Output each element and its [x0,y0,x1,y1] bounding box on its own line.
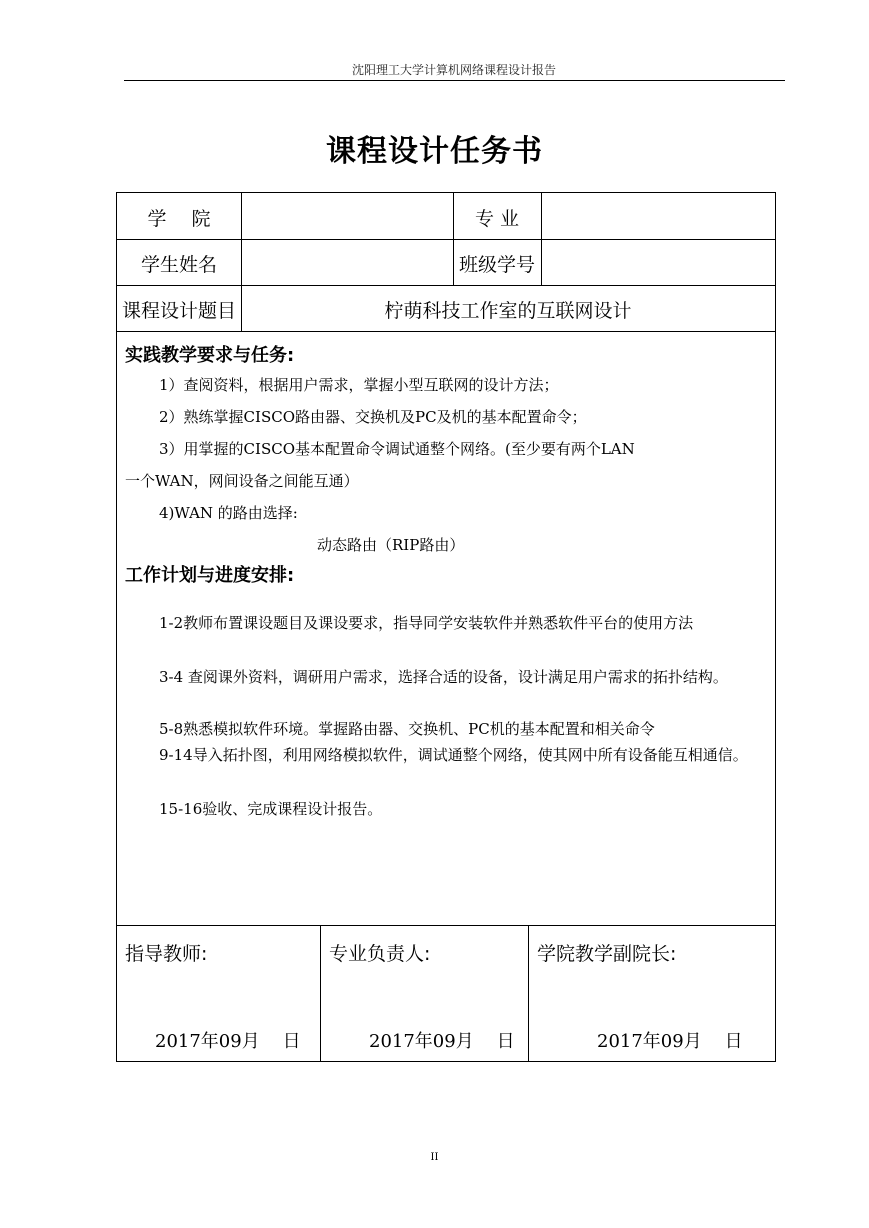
document-title: 课程设计任务书 [326,134,543,169]
advisor-signature-label: 指导教师: [125,943,208,965]
advisor-signature-date: 2017年09月 日 [155,1031,301,1052]
schedule-heading: 工作计划与进度安排: [125,565,295,586]
row-divider [117,331,775,332]
vice-dean-signature-label: 学院教学副院长: [537,943,677,965]
major-head-signature-date: 2017年09月 日 [369,1031,515,1052]
column-divider [528,925,529,1061]
schedule-item: 9-14导入拓扑图，利用网络模拟软件，调试通整个网络，使其网中所有设备能互相通信。 [159,746,748,764]
column-divider [541,193,542,285]
topic-label: 课程设计题目 [121,300,236,322]
schedule-item: 3-4 查阅课外资料，调研用户需求，选择合适的设备，设计满足用户需求的拓扑结构。 [159,668,728,686]
topic-value: 柠萌科技工作室的互联网设计 [384,300,632,322]
row-divider [117,239,775,240]
running-header: 沈阳理工大学计算机网络课程设计报告 [351,63,556,77]
requirement-item: 4)WAN 的路由选择: [159,504,298,522]
requirements-heading: 实践教学要求与任务: [125,345,295,366]
college-label: 学 院 [147,208,211,230]
requirement-item: 2）熟练掌握CISCO路由器、交换机及PC及机的基本配置命令； [159,408,587,426]
major-head-signature-label: 专业负责人: [329,943,431,965]
column-divider [320,925,321,1061]
major-label: 专 业 [474,208,520,230]
row-divider [117,925,775,926]
requirement-item: 动态路由（RIP路由） [317,536,465,554]
vice-dean-signature-date: 2017年09月 日 [597,1031,743,1052]
requirement-item: 一个WAN，网间设备之间能互通） [125,472,359,490]
row-divider [117,285,775,286]
page-number: II [430,1152,439,1163]
schedule-item: 15-16验收、完成课程设计报告。 [159,800,383,818]
class-id-label: 班级学号 [458,254,535,276]
header-rule [124,80,785,81]
requirement-item: 1）查阅资料，根据用户需求，掌握小型互联网的设计方法； [159,376,559,394]
schedule-item: 5-8熟悉模拟软件环境。掌握路由器、交换机、PC机的基本配置和相关命令 [159,720,655,738]
task-form-table [116,192,776,1062]
student-name-label: 学生姓名 [140,254,217,276]
requirement-item: 3）用掌握的CISCO基本配置命令调试通整个网络。(至少要有两个LAN [159,440,635,458]
schedule-item: 1-2教师布置课设题目及课设要求，指导同学安装软件并熟悉软件平台的使用方法 [159,614,694,632]
